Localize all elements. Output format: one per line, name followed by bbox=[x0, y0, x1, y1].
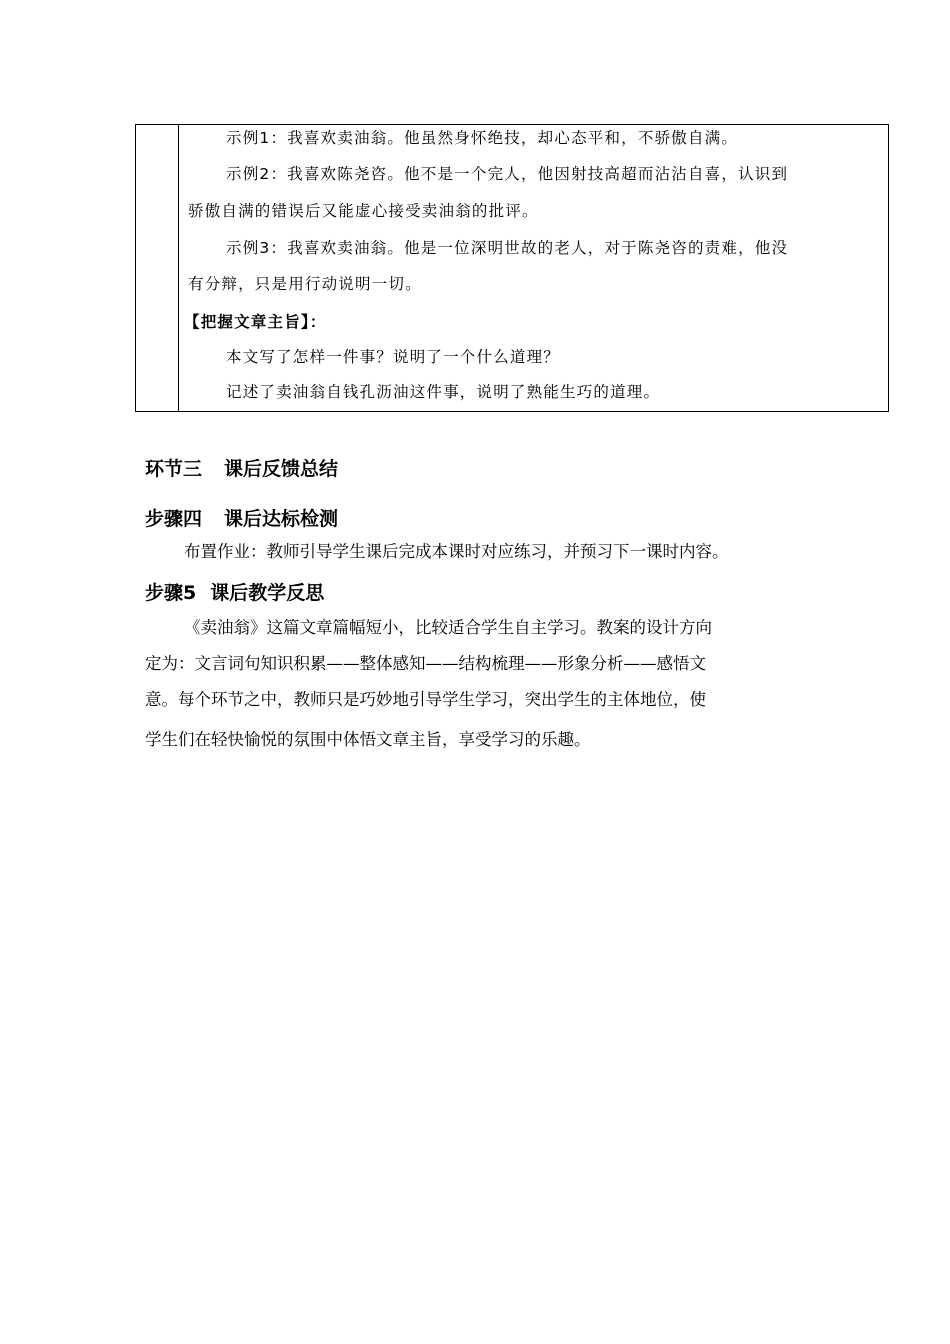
table-left-column bbox=[136, 125, 179, 411]
reflection-line-4: 学生们在轻快愉悦的氛围中体悟文章主旨，享受学习的乐趣。 bbox=[145, 730, 591, 749]
example-2-line-2: 骄傲自满的错误后又能虚心接受卖油翁的批评。 bbox=[188, 202, 539, 220]
step-4-title: 课后达标检测 bbox=[224, 508, 339, 530]
reflection-line-1: 《卖油翁》这篇文章篇幅短小，比较适合学生自主学习。教案的设计方向 bbox=[184, 618, 712, 637]
section-3-heading bbox=[145, 454, 338, 481]
theme-heading: 【把握文章主旨】： bbox=[184, 313, 327, 331]
section-3-title: 课后反馈总结 bbox=[224, 458, 339, 480]
step-4-text: 布置作业：教师引导学生课后完成本课时对应练习，并预习下一课时内容。 bbox=[184, 542, 729, 561]
example-3-line-2: 有分辩，只是用行动说明一切。 bbox=[188, 275, 422, 293]
reflection-line-3: 意。每个环节之中，教师只是巧妙地引导学生学习，突出学生的主体地位，使 bbox=[145, 690, 706, 709]
example-2-line-1: 示例2：我喜欢陈尧咨。他不是一个完人，他因射技高超而沾沾自喜，认识到 bbox=[226, 165, 789, 183]
step-5-title: 课后教学反思 bbox=[210, 582, 325, 604]
example-3-line-1: 示例3：我喜欢卖油翁。他是一位深明世故的老人，对于陈尧咨的责难，他没 bbox=[226, 239, 789, 257]
step-5-label: 步骤5 bbox=[145, 582, 197, 604]
step-4-label: 步骤四 bbox=[145, 508, 203, 530]
section-3-label: 环节三 bbox=[145, 458, 203, 480]
example-1: 示例1：我喜欢卖油翁。他虽然身怀绝技，却心态平和，不骄傲自满。 bbox=[226, 129, 739, 147]
theme-answer: 记述了卖油翁自钱孔沥油这件事，说明了熟能生巧的道理。 bbox=[226, 383, 661, 401]
reflection-line-2: 定为：文言词句知识积累——整体感知——结构梳理——形象分析——感悟文 bbox=[145, 654, 706, 673]
step-5-heading bbox=[145, 578, 324, 605]
step-4-heading bbox=[145, 504, 338, 531]
theme-question: 本文写了怎样一件事？说明了一个什么道理？ bbox=[226, 348, 561, 366]
